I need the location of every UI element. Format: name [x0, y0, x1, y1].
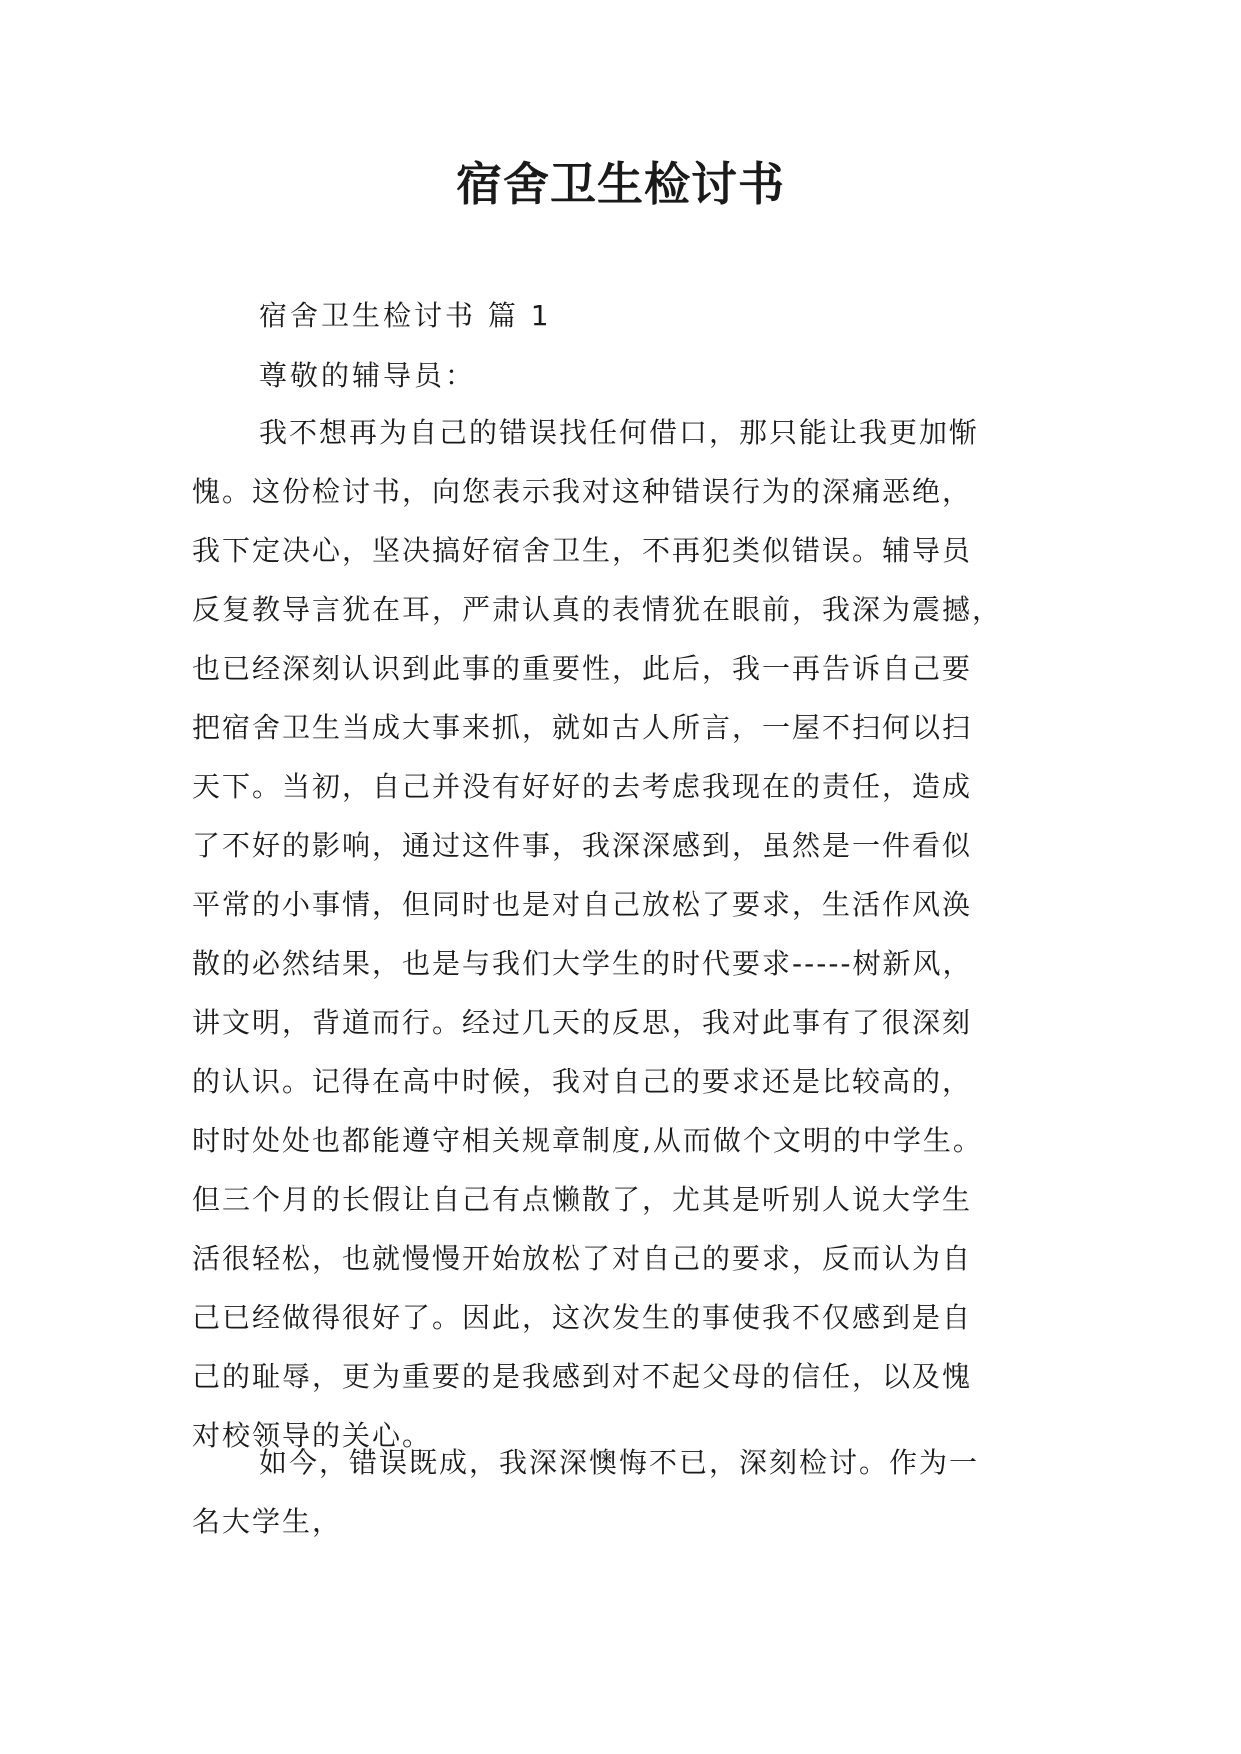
- paragraph-line: 如今，错误既成，我深深懊悔不已，深刻检讨。作为一: [259, 1446, 980, 1479]
- paragraph-line: 反复教导言犹在耳，严肃认真的表情犹在眼前，我深为震撼，: [192, 593, 1003, 626]
- paragraph-line: 平常的小事情，但同时也是对自己放松了要求，生活作风涣: [192, 888, 973, 921]
- paragraph-line: 天下。当初，自己并没有好好的去考虑我现在的责任，造成: [192, 770, 973, 803]
- paragraph-line: 的认识。记得在高中时候，我对自己的要求还是比较高的，: [192, 1065, 973, 1098]
- paragraph-line: 愧。这份检讨书，向您表示我对这种错误行为的深痛恶绝，: [192, 475, 973, 508]
- paragraph-line: 时时处处也都能遵守相关规章制度,从而做个文明的中学生。: [192, 1124, 983, 1157]
- section-heading: 宿舍卫生检讨书 篇 1: [259, 299, 552, 332]
- paragraph-line: 我下定决心，坚决搞好宿舍卫生，不再犯类似错误。辅导员: [192, 534, 973, 567]
- paragraph-line: 但三个月的长假让自己有点懒散了，尤其是听别人说大学生: [192, 1183, 973, 1216]
- paragraph-line: 己已经做得很好了。因此，这次发生的事使我不仅感到是自: [192, 1301, 973, 1334]
- paragraph-2: [192, 1433, 1060, 1551]
- paragraph-line: 我不想再为自己的错误找任何借口，那只能让我更加惭: [259, 416, 980, 449]
- document-title: 宿舍卫生检讨书: [456, 157, 785, 211]
- paragraph-line: 散的必然结果，也是与我们大学生的时代要求-----树新风，: [192, 947, 973, 980]
- paragraph-line: 名大学生，: [192, 1505, 343, 1538]
- paragraph-line: 对校领导的关心。: [192, 1419, 433, 1452]
- paragraph-line: 己的耻辱，更为重要的是我感到对不起父母的信任，以及愧: [192, 1360, 973, 1393]
- paragraph-line: 讲文明，背道而行。经过几天的反思，我对此事有了很深刻: [192, 1006, 973, 1039]
- paragraph-1: [192, 403, 1060, 1465]
- paragraph-line: 把宿舍卫生当成大事来抓，就如古人所言，一屋不扫何以扫: [192, 711, 973, 744]
- paragraph-line: 了不好的影响，通过这件事，我深深感到，虽然是一件看似: [192, 829, 973, 862]
- paragraph-line: 活很轻松，也就慢慢开始放松了对自己的要求，反而认为自: [192, 1242, 973, 1275]
- salutation: 尊敬的辅导员：: [259, 359, 477, 392]
- paragraph-line: 也已经深刻认识到此事的重要性，此后，我一再告诉自己要: [192, 652, 973, 685]
